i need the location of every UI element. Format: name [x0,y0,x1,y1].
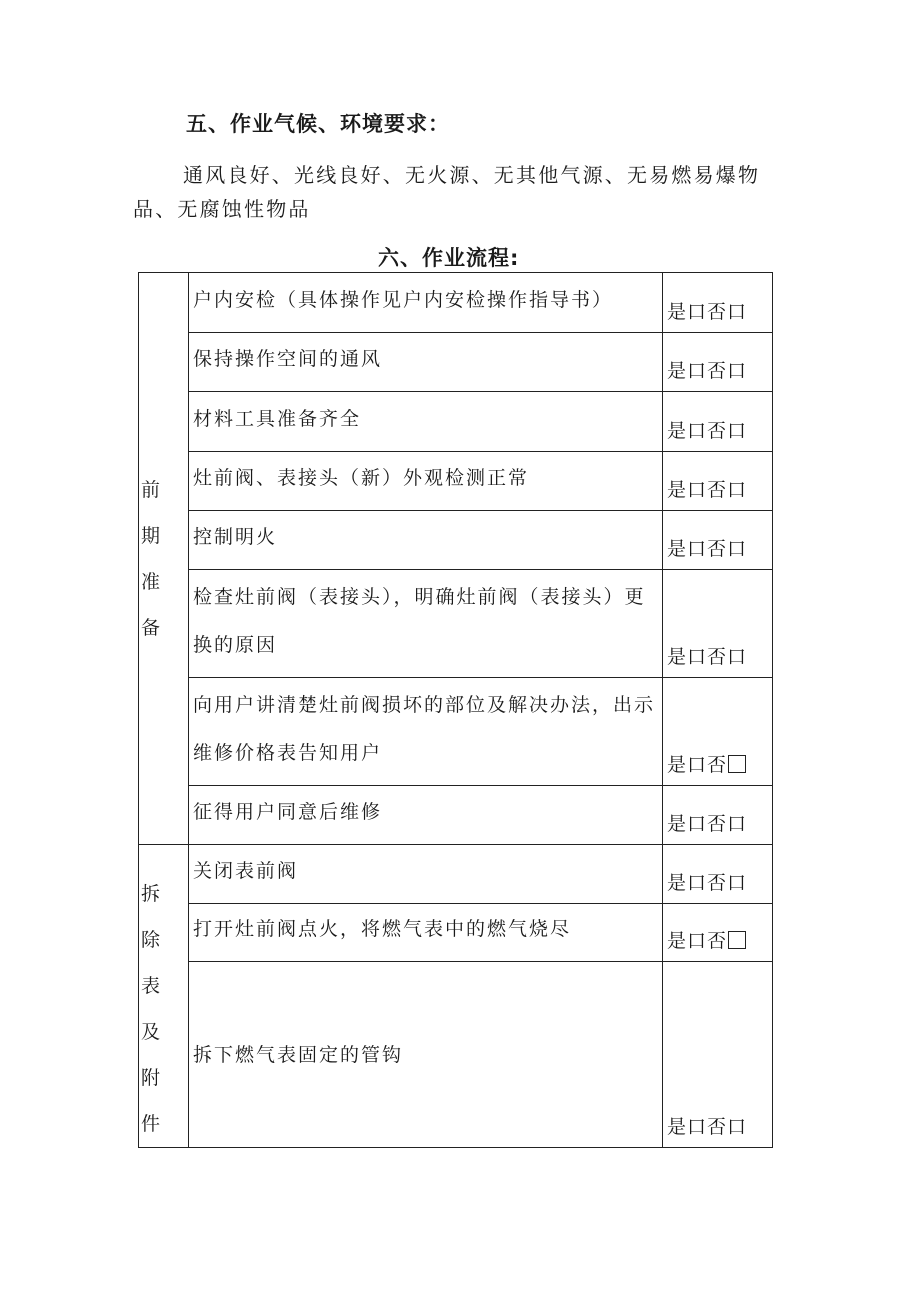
step-text: 控制明火 [189,511,663,570]
checkbox-square-icon[interactable] [728,931,746,949]
table-row [139,786,773,845]
step-check: 是口否口 [663,845,773,904]
table-row [139,678,773,786]
table-row [139,904,773,962]
step-check: 是口否口 [663,392,773,452]
section5-body-text: 通风良好、光线良好、无火源、无其他气源、无易燃易爆物品、无腐蚀性物品 [133,163,761,221]
table-row [139,511,773,570]
step-text: 拆下燃气表固定的管钩 [189,962,663,1148]
table-row [139,452,773,511]
step-text: 征得用户同意后维修 [189,786,663,845]
category-remove: 拆除表及附件 [139,845,189,1148]
step-text: 向用户讲清楚灶前阀损坏的部位及解决办法，出示维修价格表告知用户 [189,678,663,786]
step-check: 是口否口 [663,452,773,511]
step-check [663,904,773,962]
step-check-label: 是口否 [667,754,728,776]
step-text: 保持操作空间的通风 [189,333,663,392]
step-text: 检查灶前阀（表接头），明确灶前阀（表接头）更换的原因 [189,570,663,678]
step-check: 是口否口 [663,511,773,570]
step-text: 关闭表前阀 [189,845,663,904]
section5-body [133,158,793,226]
checkbox-square-icon[interactable] [728,755,746,773]
step-check: 是口否口 [663,333,773,392]
step-text: 户内安检（具体操作见户内安检操作指导书） [189,273,663,333]
step-check: 是口否口 [663,273,773,333]
step-check: 是口否口 [663,962,773,1148]
step-check: 是口否口 [663,570,773,678]
step-text: 材料工具准备齐全 [189,392,663,452]
section6-title: 六、作业流程: [378,246,520,270]
category-prep: 前期准备 [139,273,189,845]
table-row [139,845,773,904]
table-row [139,570,773,678]
table-row [139,392,773,452]
step-check: 是口否口 [663,786,773,845]
step-text: 打开灶前阀点火，将燃气表中的燃气烧尽 [189,904,663,962]
table-row [139,962,773,1148]
step-check [663,678,773,786]
table-row [139,273,773,333]
step-check-label: 是口否 [667,930,728,952]
step-text: 灶前阀、表接头（新）外观检测正常 [189,452,663,511]
section5-title: 五、作业气候、环境要求： [186,112,450,136]
table-row [139,333,773,392]
workflow-table [138,272,773,1148]
